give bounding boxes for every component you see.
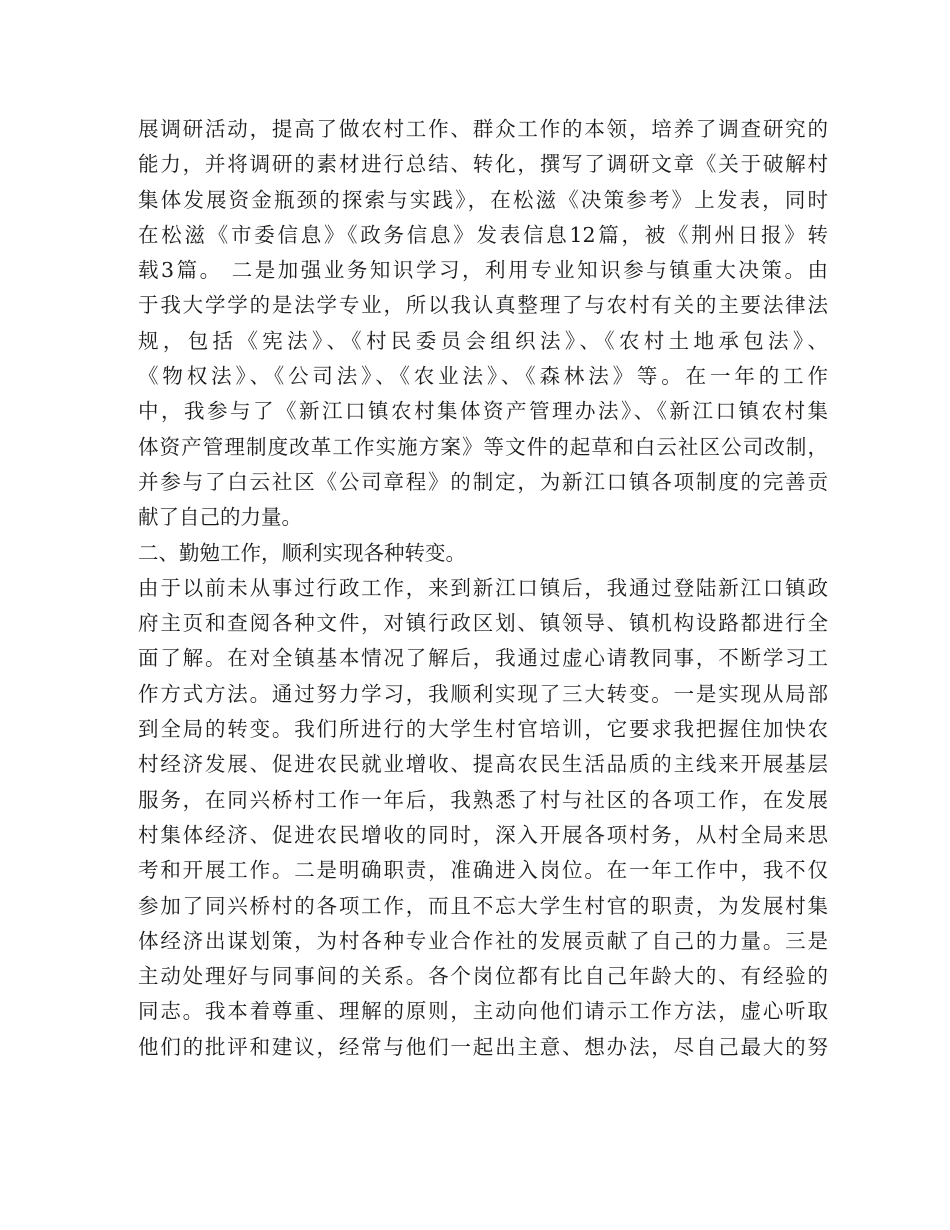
- text-line: 《物权法》、《公司法》、《农业法》、《森林法》等。在一年的工作: [138, 364, 828, 389]
- text-line: 服务，在同兴桥村工作一年后，我熟悉了村与社区的各项工作，在发展: [138, 787, 828, 812]
- text-line: 中，我参与了《新江口镇农村集体资产管理办法》、《新江口镇农村集: [138, 399, 828, 424]
- text-line: 能力，并将调研的素材进行总结、转化，撰写了调研文章《关于破解村: [138, 152, 828, 177]
- body-text: [138, 112, 828, 1065]
- text-line: 作方式方法。通过努力学习，我顺利实现了三大转变。一是实现从局部: [138, 681, 828, 706]
- text-line: 参加了同兴桥村的各项工作，而且不忘大学生村官的职责，为发展村集: [138, 893, 828, 918]
- text-line: 考和开展工作。二是明确职责，准确进入岗位。在一年工作中，我不仅: [138, 858, 828, 883]
- text-line: 府主页和查阅各种文件，对镇行政区划、镇领导、镇机构设路都进行全: [138, 611, 828, 636]
- text-line: 他们的批评和建议，经常与他们一起出主意、想办法，尽自己最大的努: [138, 1034, 828, 1059]
- text-line: 同志。我本着尊重、理解的原则，主动向他们请示工作方法，虚心听取: [138, 999, 828, 1024]
- text-line: 并参与了白云社区《公司章程》的制定，为新江口镇各项制度的完善贡: [138, 469, 828, 494]
- text-line: 主动处理好与同事间的关系。各个岗位都有比自己年龄大的、有经验的: [138, 964, 828, 989]
- text-line: 体资产管理制度改革工作实施方案》等文件的起草和白云社区公司改制，: [138, 434, 828, 459]
- section-heading: 二、勤勉工作，顺利实现各种转变。: [138, 540, 466, 565]
- text-line: 到全局的转变。我们所进行的大学生村官培训，它要求我把握住加快农: [138, 717, 828, 742]
- text-line: 载3篇。 二是加强业务知识学习，利用专业知识参与镇重大决策。由: [138, 258, 828, 283]
- text-line: 村经济发展、促进农民就业增收、提高农民生活品质的主线来开展基层: [138, 752, 828, 777]
- text-line: 献了自己的力量。: [138, 505, 302, 530]
- text-line: 在松滋《市委信息》《政务信息》发表信息12篇，被《荆州日报》转: [138, 222, 828, 247]
- text-line: 展调研活动，提高了做农村工作、群众工作的本领，培养了调查研究的: [138, 117, 828, 141]
- text-line: 面了解。在对全镇基本情况了解后，我通过虚心请教同事，不断学习工: [138, 646, 828, 671]
- text-line: 于我大学学的是法学专业，所以我认真整理了与农村有关的主要法律法: [138, 293, 828, 318]
- text-line: 规，包括《宪法》、《村民委员会组织法》、《农村土地承包法》、: [138, 328, 828, 353]
- text-line: 体经济出谋划策，为村各种专业合作社的发展贡献了自己的力量。三是: [138, 928, 828, 953]
- text-line: 由于以前未从事过行政工作，来到新江口镇后，我通过登陆新江口镇政: [138, 575, 828, 600]
- text-line: 集体发展资金瓶颈的探索与实践》，在松滋《决策参考》上发表，同时: [138, 187, 828, 212]
- text-line: 村集体经济、促进农民增收的同时，深入开展各项村务，从村全局来思: [138, 822, 828, 847]
